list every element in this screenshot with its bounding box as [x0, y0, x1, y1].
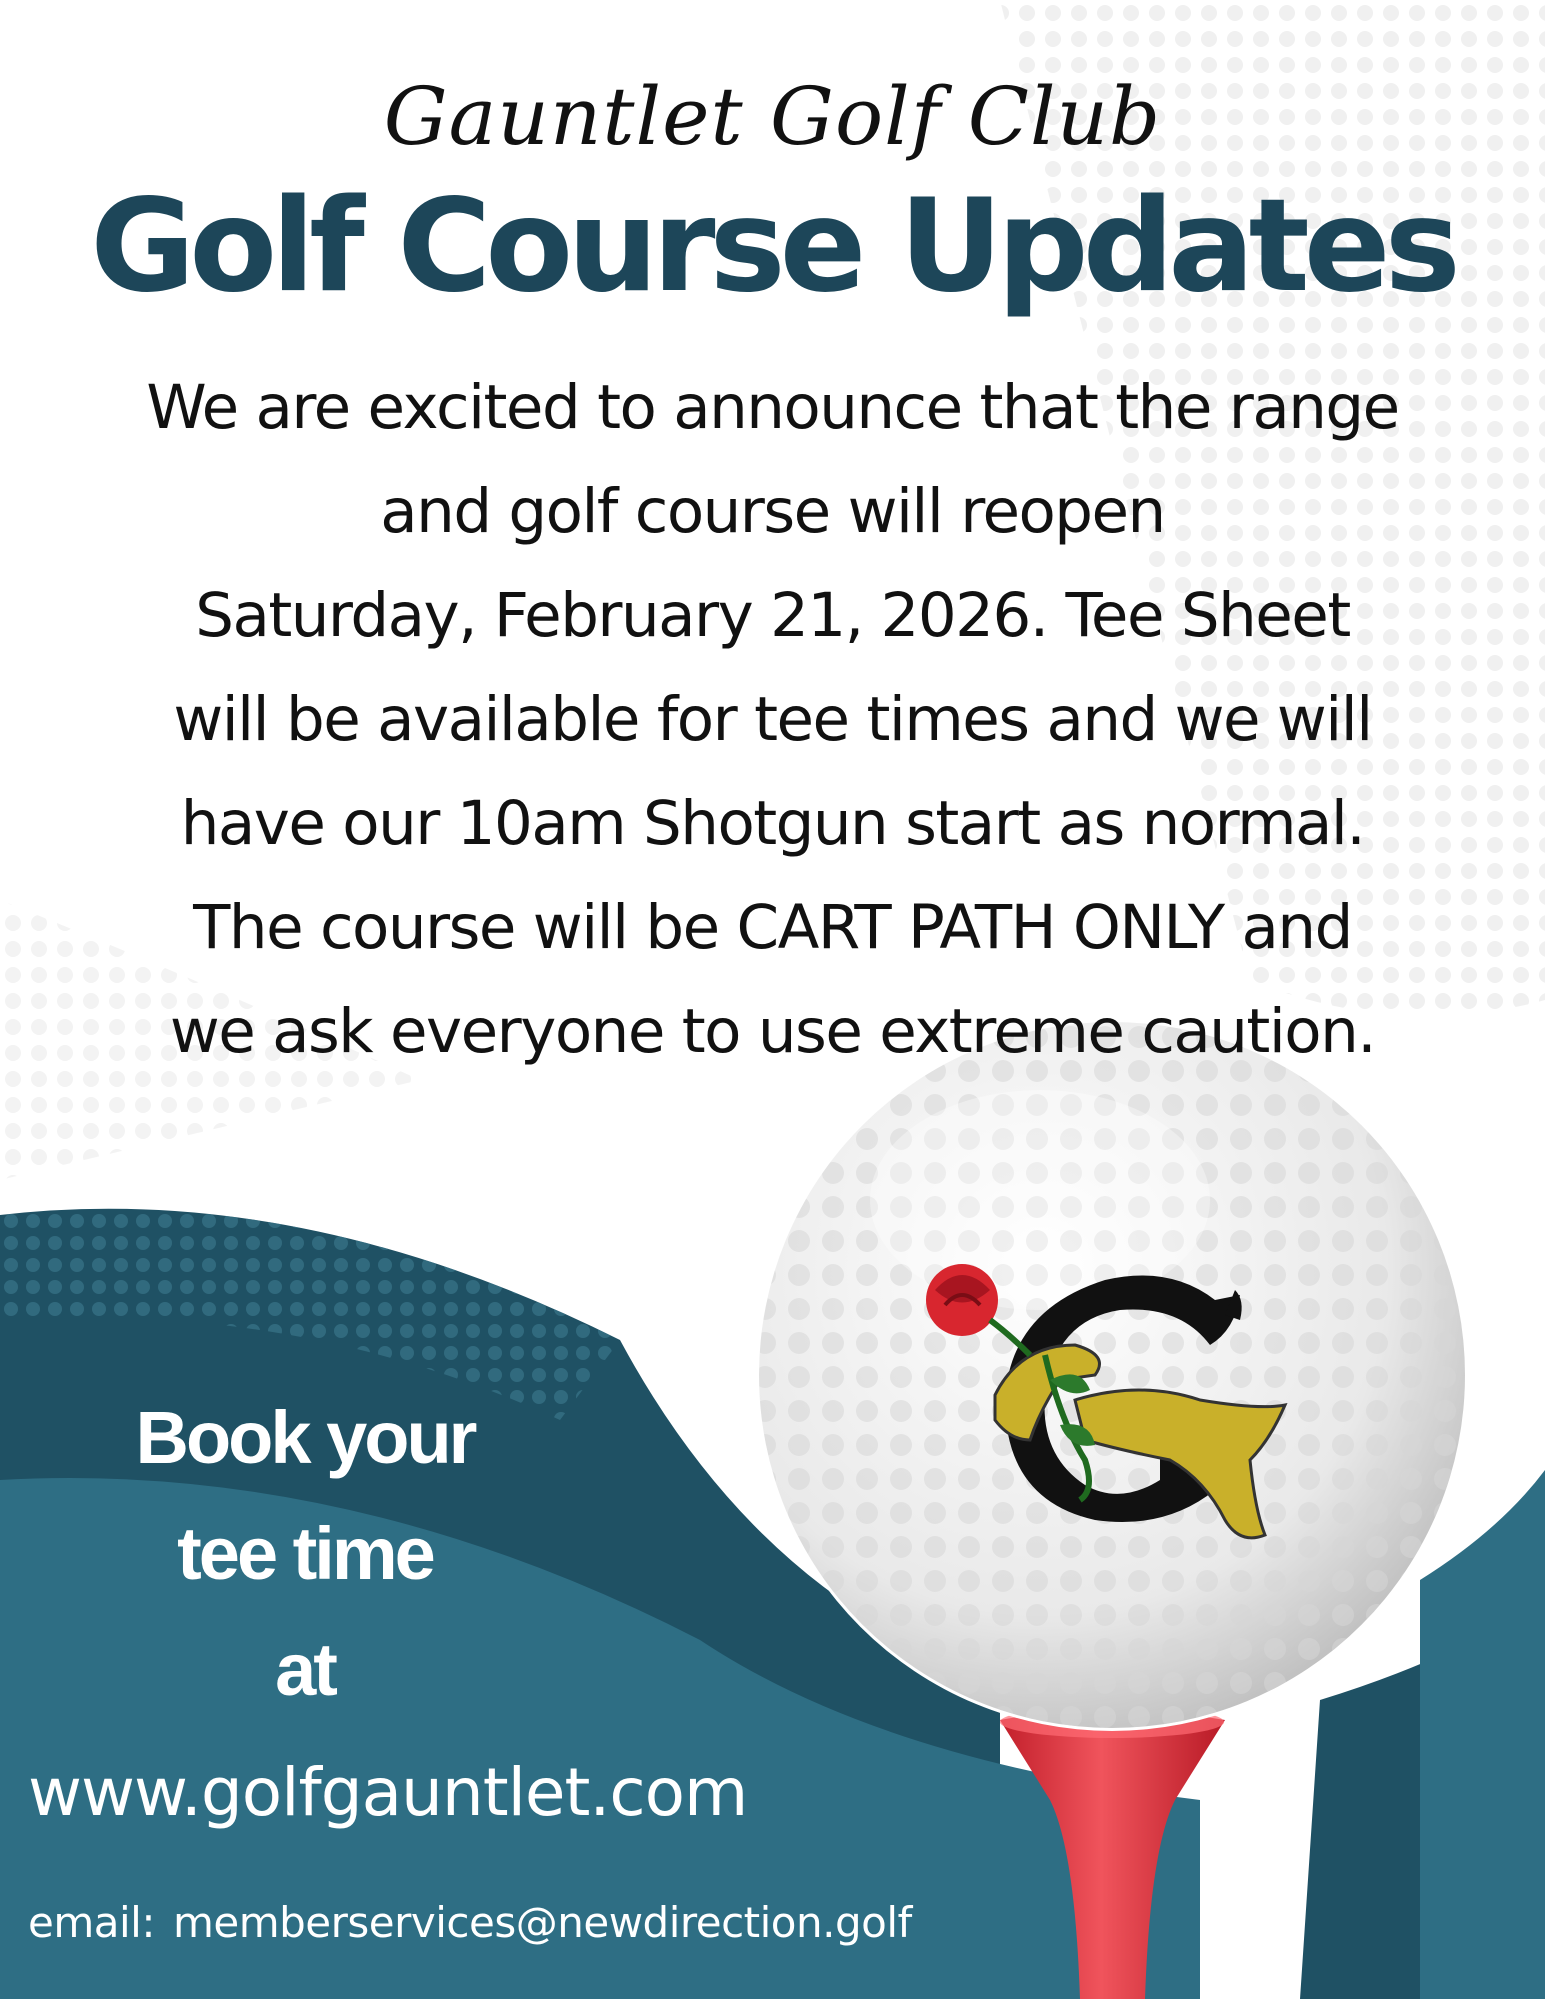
booking-line: at: [275, 1628, 335, 1711]
announcement-line: The course will be CART PATH ONLY and: [193, 892, 1352, 963]
email-address[interactable]: memberservices@newdirection.golf: [172, 1898, 912, 1947]
website-link[interactable]: www.golfgauntlet.com: [28, 1754, 748, 1831]
announcement-line: Saturday, February 21, 2026. Tee Sheet: [195, 580, 1350, 651]
announcement-line: will be available for tee times and we will: [173, 684, 1372, 755]
announcement-line: We are excited to announce that the range: [146, 372, 1399, 443]
club-name: Gauntlet Golf Club: [383, 70, 1162, 163]
email-line: [28, 1898, 912, 1947]
announcement-line: we ask everyone to use extreme caution.: [169, 996, 1376, 1067]
booking-callout: [60, 1380, 550, 1728]
booking-line: tee time: [177, 1512, 433, 1595]
booking-line: Book your: [135, 1396, 475, 1479]
email-label: email:: [28, 1898, 155, 1947]
headline: Golf Course Updates: [90, 172, 1455, 321]
announcement-text: [40, 356, 1505, 1084]
announcement-line: and golf course will reopen: [380, 476, 1165, 547]
announcement-line: have our 10am Shotgun start as normal.: [180, 788, 1365, 859]
